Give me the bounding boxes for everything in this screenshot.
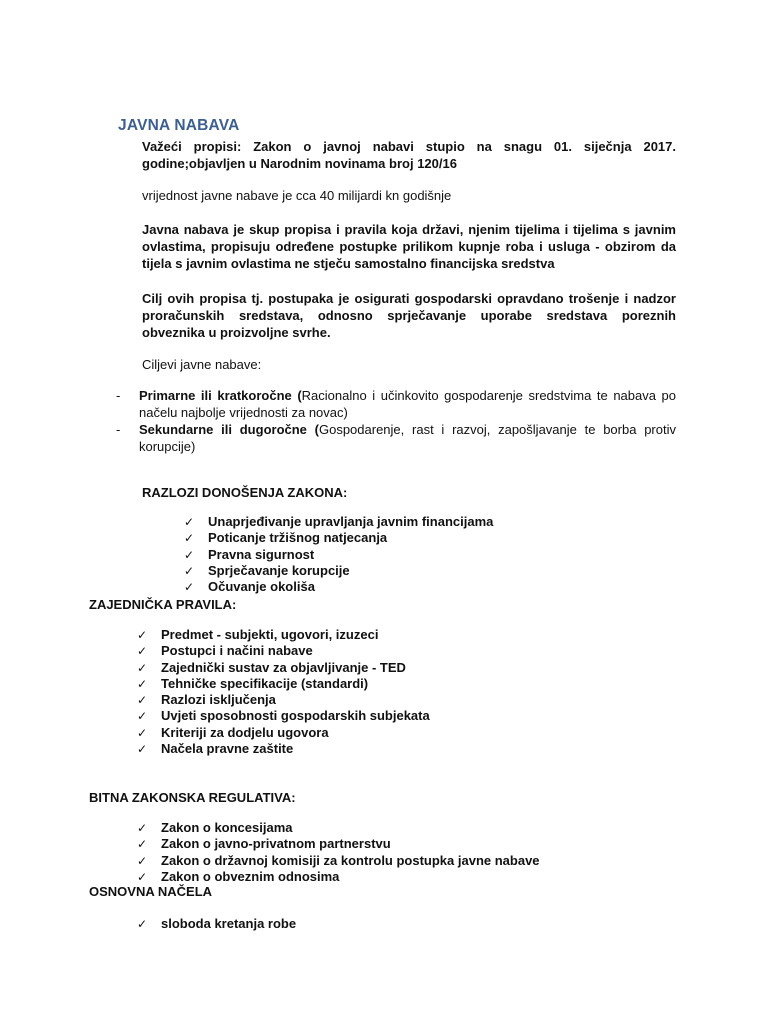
checkmark-icon: ✓ xyxy=(137,821,148,835)
list-item: ✓ Unaprjeđivanje upravljanja javnim financijama xyxy=(184,514,494,529)
principles-heading: OSNOVNA NAČELA xyxy=(89,884,213,899)
legal-basis-paragraph: Važeći propisi: Zakon o javnoj nabavi stupio na snagu 01. siječnja 2017. godine;objavljen u Narodnim novinama broj 120/16 xyxy=(142,139,676,171)
regulation-heading: BITNA ZAKONSKA REGULATIVA: xyxy=(89,790,296,805)
list-item: ✓ Uvjeti sposobnosti gospodarskih subjekata xyxy=(137,708,430,724)
list-item: ✓ Pravna sigurnost xyxy=(184,546,315,562)
checkmark-icon: ✓ xyxy=(137,853,148,868)
checkmark-icon: ✓ xyxy=(137,660,148,675)
list-item: ✓ Načela pravne zaštite xyxy=(137,741,294,757)
goal-paragraph: Cilj ovih propisa tj. postupaka je osigurati gospodarski opravdano trošenje i nadzor proračunskih sredstava, odnosno sprječavanje uporabe sredstava poreznih obveznika u proizvoljne svrhe. xyxy=(142,291,676,340)
checkmark-icon: ✓ xyxy=(184,547,195,562)
goal-item-text: Racionalno i učinkovito gospodarenje sredstvima te nabava po načelu najbolje vrijednosti za novac) xyxy=(139,388,676,420)
principles-list xyxy=(137,916,296,932)
checkmark-icon: ✓ xyxy=(184,531,195,546)
list-item: ✓ Očuvanje okoliša xyxy=(184,579,315,595)
reasons-heading: RAZLOZI DONOŠENJA ZAKONA: xyxy=(142,485,348,500)
list-item: ✓ Zakon o javno-privatnom partnerstvu xyxy=(137,836,391,852)
checkmark-icon: ✓ xyxy=(137,725,148,740)
dash-bullet: - xyxy=(116,388,121,403)
goal-item-primary xyxy=(116,387,676,421)
checkmark-icon: ✓ xyxy=(184,563,195,578)
goals-label: Ciljevi javne nabave: xyxy=(142,357,262,372)
list-item: ✓ Tehničke specifikacije (standardi) xyxy=(137,675,369,691)
list-item: ✓ Sprječavanje korupcije xyxy=(184,562,350,578)
list-item: ✓ Predmet - subjekti, ugovori, izuzeci xyxy=(137,627,379,642)
list-item: ✓ sloboda kretanja robe xyxy=(137,916,297,931)
checkmark-icon: ✓ xyxy=(137,676,148,691)
dash-bullet: - xyxy=(116,422,121,437)
list-item: ✓ Postupci i načini nabave xyxy=(137,643,313,659)
regulation-list xyxy=(137,820,540,885)
checkmark-icon: ✓ xyxy=(137,644,148,659)
checkmark-icon: ✓ xyxy=(137,693,148,708)
procurement-value-paragraph: vrijednost javne nabave je cca 40 milijardi kn godišnje xyxy=(142,188,452,203)
checkmark-icon: ✓ xyxy=(184,515,195,529)
checkmark-icon: ✓ xyxy=(137,709,148,724)
reasons-list xyxy=(184,514,493,595)
goal-item-text: Gospodarenje, rast i razvoj, zapošljavanje te borba protiv korupcije) xyxy=(139,422,676,454)
common-rules-heading: ZAJEDNIČKA PRAVILA: xyxy=(89,597,237,612)
definition-paragraph: Javna nabava je skup propisa i pravila koja državi, njenim tijelima i tijelima s javnim ovlastima, propisuju određene postupke prilikom kupnje roba i usluga - obzirom da tijela s javnim ovlastima ne stječu samostalno financijska sredstva xyxy=(142,222,676,271)
checkmark-icon: ✓ xyxy=(137,628,148,642)
list-item: ✓ Zakon o koncesijama xyxy=(137,820,293,835)
list-item: ✓ Zakon o državnoj komisiji za kontrolu postupka javne nabave xyxy=(137,852,540,868)
checkmark-icon: ✓ xyxy=(137,837,148,852)
goal-item-bold: Primarne ili kratkoročne ( xyxy=(139,388,302,403)
checkmark-icon: ✓ xyxy=(137,869,148,884)
list-item: ✓ Zajednički sustav za objavljivanje - TED xyxy=(137,659,406,675)
goal-item-secondary xyxy=(116,421,676,455)
goal-item-bold: Sekundarne ili dugoročne ( xyxy=(139,422,319,437)
list-item: ✓ Kriteriji za dodjelu ugovora xyxy=(137,724,329,740)
checkmark-icon: ✓ xyxy=(184,580,195,595)
list-item: ✓ Zakon o obveznim odnosima xyxy=(137,868,340,884)
common-rules-list xyxy=(137,627,430,757)
checkmark-icon: ✓ xyxy=(137,742,148,757)
list-item: ✓ Poticanje tržišnog natjecanja xyxy=(184,530,388,546)
document-title: JAVNA NABAVA xyxy=(118,117,240,134)
list-item: ✓ Razlozi isključenja xyxy=(137,692,276,708)
checkmark-icon: ✓ xyxy=(137,917,148,931)
